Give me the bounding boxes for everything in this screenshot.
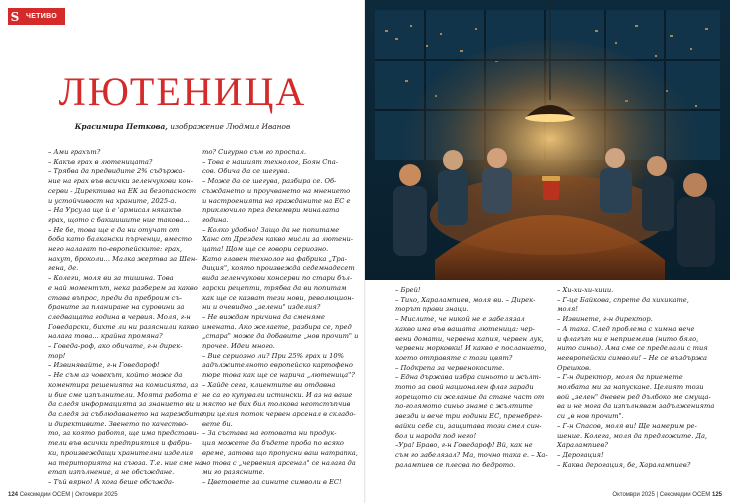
text-line: ки, произвеждащи хранителни изделия (48, 448, 194, 457)
text-line: звезди и вече три години ЕС, пренебрег- (395, 412, 543, 421)
text-line: – Това е нашият технолог, Боян Спа- (202, 157, 338, 166)
text-line: място не бих бил толкова неотстъпчив (202, 400, 351, 409)
text-line: задължителното европейско картофено (202, 361, 353, 370)
text-line: – Каква дерогация, бе, Харалампиев? (557, 460, 691, 469)
text-line: – Хайде сега, клиентите ви отдавна (202, 380, 336, 389)
right-magazine: Сексмедии ОСЕМ (659, 492, 711, 498)
text-line: тото за свой национален флаг заради (395, 383, 534, 392)
text-column-1 (48, 148, 204, 488)
text-line: то, за която работя, ще има представи- (48, 429, 199, 438)
text-line: и бие сме изпълнители. Моята работа е (48, 390, 198, 399)
article-title: ЛЮТЕНИЦА (58, 69, 307, 114)
text-line: Харалампиев? (557, 441, 608, 450)
text-line: бол и народа под него! (395, 431, 477, 440)
section-logo: S (8, 8, 22, 25)
text-line: – Брей! (395, 286, 421, 294)
text-line: шение. Колега, моля да предложите. Да, (557, 431, 708, 440)
text-line: ми го разясните. (202, 468, 265, 477)
text-line: – Г-н директор, моля да приемете (557, 373, 683, 382)
text-line: гарски рецепти, трябва да ви попитам (202, 283, 347, 292)
text-line: – Колеги, моля ви за тишина. Това (48, 274, 174, 283)
text-line: – Тихо, Харалампиев, моля ви. – Дирек- (395, 295, 536, 304)
text-line: какво има във вашата лютеница: чер- (395, 324, 535, 333)
left-date: Октомври 2025 (75, 492, 118, 498)
page-gutter (364, 0, 366, 503)
text-column-2 (202, 148, 359, 488)
text-line: – Вие сериозно ли? При 25% грах и 10% (202, 351, 344, 360)
text-line: нахут, броколи... Малка жертва за Шен- (48, 254, 198, 263)
text-line: вайки себе си, защитава този смел син- (395, 421, 542, 430)
text-line: – Трябва да предвидите 2% съдържа- (48, 167, 185, 176)
text-line: – Цветовете за сините символи в ЕС! (202, 477, 342, 486)
section-label: ЧЕТИВО (22, 8, 65, 25)
text-line: съждането и проучването на мнението (202, 186, 351, 195)
text-line: нито синьо). Ама сме се пределали с тия (557, 344, 708, 353)
right-date: Октомври 2025 (612, 492, 655, 498)
text-line: – Хи-хи-хи-хиии. (557, 286, 614, 294)
right-page (365, 0, 730, 503)
text-line: гена, де. (48, 264, 79, 273)
text-line: етап изпълнение, а не обсъждане. (48, 468, 175, 477)
section-tag (8, 8, 65, 25)
text-line: горещото си желание да стане част от (395, 392, 545, 401)
text-line: моля! (557, 305, 578, 314)
text-line: – Подкрепа за червенокосите. (395, 363, 505, 372)
text-line: Орешков. (557, 363, 592, 372)
text-line: Като главен технолог на фабрика „Тра- (202, 254, 347, 263)
text-line: и настроенията на гражданите на ЕС е (202, 196, 351, 205)
text-line: Говедарски, бихте ли ни разяснили какво (48, 322, 199, 331)
text-line: да следя информацията за знанието ви и (48, 400, 201, 409)
text-line: да следя за съблюдаването на нарежбите (48, 409, 204, 418)
text-line: – Извинете, г-н директор. (557, 315, 653, 324)
text-line: серви - Директива на ЕК за безопасност (48, 186, 197, 195)
text-line: време, затова що пропусни ваш натрапка, (202, 448, 358, 457)
text-line: браните за планиране на суровини за (48, 303, 185, 312)
text-line: – Ами граxът? (48, 148, 101, 156)
text-line: – Тъй вярно! А кога беше обсъжда- (48, 477, 175, 486)
byline (0, 122, 365, 131)
text-line: боба като балкански пърченци, вместо (48, 235, 192, 244)
text-line: пюре това как ще се нарича „лютеница"? (202, 371, 355, 380)
text-line: Ханс от Дрезден какво мисли за лютени- (202, 235, 354, 244)
text-line: – Какъв грах в лютеницата? (48, 157, 153, 166)
text-line: торът прави знаци. (395, 305, 469, 314)
right-footer: Октомври 2025 | Сексмедии ОСЕМ 125 (612, 492, 722, 498)
text-line: тели във всички предприятия и фабри- (48, 439, 192, 448)
text-line: „стара" може да добавите „нов прочит" и (202, 332, 359, 341)
text-line: – Мислите, че никой не е забелязал (395, 315, 525, 324)
text-line: – Не виждам причина да сменяме (202, 312, 325, 321)
text-line: – Г-н Спасов, моля ви! Ще намерим ре- (557, 421, 697, 430)
text-line: – Една държава избра синьото и жълт- (395, 373, 542, 382)
author-name: Красимира Петкова, (74, 122, 168, 131)
left-page-number: 124 (8, 492, 19, 498)
text-line: неевропейски символи! – Не се въздържа (557, 353, 707, 362)
text-line: на територията на съюза. Т.е. ние сме на (48, 458, 204, 467)
text-line: и устойчивост на храните, 2025-а. (48, 196, 177, 205)
text-line: имената. Ако желаете, разбира се, пред (202, 322, 352, 331)
text-line: цата! Щом ще се говори сериозно. (202, 245, 329, 254)
text-line: следващата година в червия. Моля, г-н (48, 312, 191, 321)
text-line: тор! (48, 351, 66, 360)
text-column-4 (557, 286, 717, 470)
text-line: – Не бе, това ще е да ни отучат от (48, 225, 180, 234)
text-line: и флагът ни е неприемлив (нито бяло, (557, 334, 699, 343)
illustration-credit: изображение Людмил Иванов (167, 122, 291, 131)
text-line: което отправяте с този цвят? (395, 353, 513, 362)
text-line: – А така. След проблема с химна вече (557, 324, 695, 333)
text-line: червени морковки! И какво е посланието, (395, 344, 547, 353)
left-magazine: Сексмедии ОСЕМ (19, 492, 71, 498)
text-line: него налагат по-европейските: грах, (48, 245, 182, 254)
text-line: коментира решенията на комисията, аз (48, 380, 199, 389)
text-line: – Г-це Байкова, спрете да хихикате, (557, 295, 689, 304)
text-line: става въпрос, преди да преброим съ- (48, 293, 182, 302)
text-column-3 (395, 286, 555, 470)
right-page-number: 125 (711, 492, 722, 498)
left-footer: 124 Сексмедии ОСЕМ | Октомври 2025 (8, 492, 118, 498)
text-line: грах, щото с бакшишите ние такова... (48, 215, 190, 224)
text-line: – Дерогация! (557, 450, 604, 459)
text-line: ва и не мога да изпълнявам задълженията (557, 402, 715, 411)
text-line: – Колко удобно! Защо да не попитаме (202, 225, 340, 234)
text-line: вени домати, червена капия, червен лук, (395, 334, 544, 343)
text-line: ние на грах във всички зеленчукови кон- (48, 177, 194, 186)
text-line: е най моментът, нека разберем за какво (48, 283, 198, 292)
text-line: – На Урсула ще ѝ е 'армисал някакъв (48, 206, 182, 215)
text-line: налага това... крайна промяна? (48, 332, 163, 341)
text-line: но това с „червения арсенал" се налага да (202, 458, 356, 467)
text-line: прочее. Идеи много. (202, 342, 275, 351)
text-line: диция", която произвежда седемнадесет (202, 264, 355, 273)
text-line: ралампиев се плесва по бедрото. (395, 460, 516, 469)
text-line: то? Сигурно съм го проспал. (202, 148, 307, 156)
text-line: –Ура! Браво, г-н Говедароф! Вй, как не (395, 441, 533, 450)
text-line: – Извинявайте, г-н Говедароф! (48, 361, 160, 370)
text-line: как ще се казват тези нови, революцион- (202, 293, 354, 302)
meeting-illustration (365, 0, 730, 280)
text-line: – За състава на готовата ни продук- (202, 429, 337, 438)
text-line: ни и очевидно „зелени" изделия? (202, 303, 321, 312)
text-line: сов. Обича да се шегува. (202, 167, 290, 176)
text-line: съм го забелязал? Ма, точно така е. – Ха- (395, 450, 548, 459)
text-line: вете би. (202, 419, 233, 428)
text-line: молбата ми за напускане. Целият този (557, 383, 704, 392)
text-line: година. (202, 215, 229, 224)
lyutenitsa-jar (542, 176, 560, 200)
text-line: ция можете да бъдете проба по всяко (202, 439, 344, 448)
text-line: – Може да се шегува, разбира се. Об- (202, 177, 337, 186)
text-line: приключило през декември миналата (202, 206, 340, 215)
text-line: не са го купували истински. И аз на ваше (202, 390, 353, 399)
text-line: при целия поток червен арсенал в складо- (202, 409, 356, 418)
text-line: – Не съм аз човекът, който може да (48, 371, 183, 380)
text-line: си „в нов прочит". (557, 412, 624, 421)
text-line: – Говеда-роф, ако обичате, г-н дирек- (48, 342, 183, 351)
text-line: и директивите. Звенето по качество- (48, 419, 189, 428)
text-line: по-голямото синьо знаме с жълтите (395, 402, 533, 411)
text-line: вида зеленчукови консерви по стари бъл- (202, 274, 353, 283)
text-line: вой „зелен" дневен ред дълбоко ме смуща- (557, 392, 711, 401)
